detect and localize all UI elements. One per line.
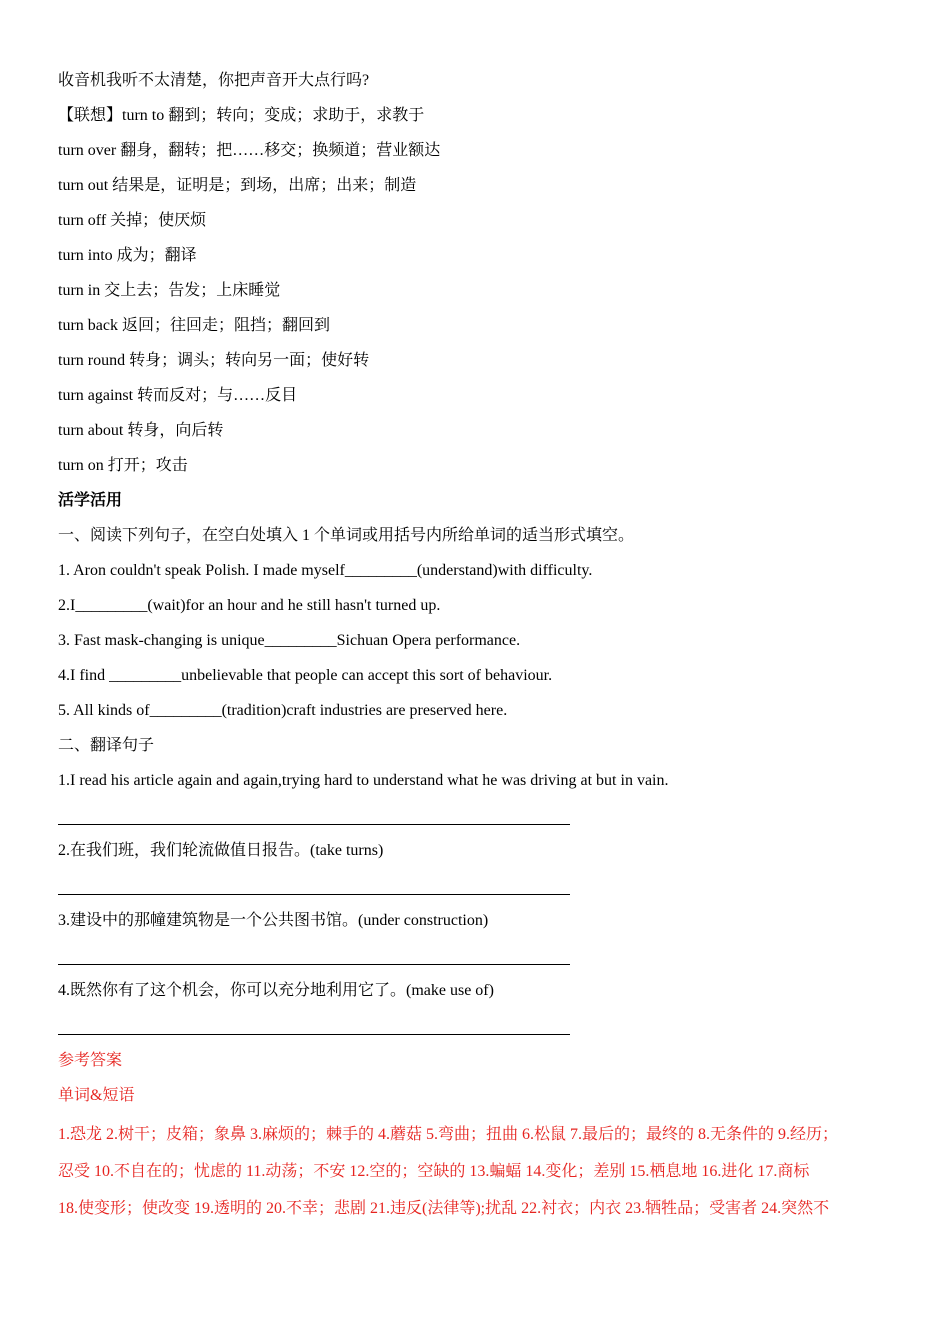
text-line: turn round 转身；调头；转向另一面；使好转 <box>58 352 370 369</box>
document-page <box>58 66 908 1227</box>
translation-item: 1.I read his article again and again,trying hard to understand what he was driving at but in vain. <box>58 772 669 789</box>
answers-content <box>58 1116 908 1227</box>
answers-subtitle: 单词&短语 <box>58 1087 135 1104</box>
text-line: turn off 关掉；使厌烦 <box>58 212 207 229</box>
answer-line: 1.恐龙 2.树干；皮箱；象鼻 3.麻烦的；棘手的 4.蘑菇 5.弯曲；扭曲 6.松鼠 7.最后的；最终的 8.无条件的 9.经历； <box>58 1126 839 1143</box>
answers-title: 参考答案 <box>58 1052 123 1069</box>
text-line: turn over 翻身，翻转；把……移交；换频道；营业额达 <box>58 142 441 159</box>
answer-blank-line <box>58 941 908 976</box>
exercise-item: 5. All kinds of_________(tradition)craft industries are preserved here. <box>58 702 508 719</box>
text-line: turn against 转而反对；与……反目 <box>58 387 298 404</box>
text-line: 【联想】turn to 翻到；转向；变成；求助于，求教于 <box>58 107 425 124</box>
answer-blank-line <box>58 871 908 906</box>
exercise-item: 3. Fast mask-changing is unique_________Sichuan Opera performance. <box>58 632 521 649</box>
translation-item: 2.在我们班，我们轮流做值日报告。(take turns) <box>58 842 384 859</box>
translation-item: 4.既然你有了这个机会，你可以充分地利用它了。(make use of) <box>58 982 494 999</box>
section-title: 活学活用 <box>58 492 123 509</box>
answer-line: 18.使变形；使改变 19.透明的 20.不幸；悲剧 21.违反(法律等);扰乱 22.衬衣；内衣 23.牺牲品；受害者 24.突然不 <box>58 1200 830 1217</box>
exercise-item: 4.I find _________unbelievable that people can accept this sort of behaviour. <box>58 667 553 684</box>
text-line: turn out 结果是，证明是；到场，出席；出来；制造 <box>58 177 417 194</box>
part1-title: 一、阅读下列句子，在空白处填入 1 个单词或用括号内所给单词的适当形式填空。 <box>58 527 635 544</box>
exercise-item: 2.I_________(wait)for an hour and he still hasn't turned up. <box>58 597 441 614</box>
answer-blank-line <box>58 1011 908 1046</box>
exercise-item: 1. Aron couldn't speak Polish. I made myself_________(understand)with difficulty. <box>58 562 593 579</box>
text-line: turn into 成为；翻译 <box>58 247 197 264</box>
answer-line: 忍受 10.不自在的；忧虑的 11.动荡；不安 12.空的；空缺的 13.蝙蝠 14.变化；差别 15.栖息地 16.进化 17.商标 <box>58 1163 810 1180</box>
text-line: turn about 转身，向后转 <box>58 422 224 439</box>
text-line: turn back 返回；往回走；阻挡；翻回到 <box>58 317 330 334</box>
part2-title: 二、翻译句子 <box>58 737 155 754</box>
text-line: turn on 打开；攻击 <box>58 457 188 474</box>
text-line: turn in 交上去；告发；上床睡觉 <box>58 282 281 299</box>
answer-blank-line <box>58 801 908 836</box>
text-line: 收音机我听不太清楚，你把声音开大点行吗? <box>58 72 370 89</box>
translation-item: 3.建设中的那幢建筑物是一个公共图书馆。(under construction) <box>58 912 489 929</box>
